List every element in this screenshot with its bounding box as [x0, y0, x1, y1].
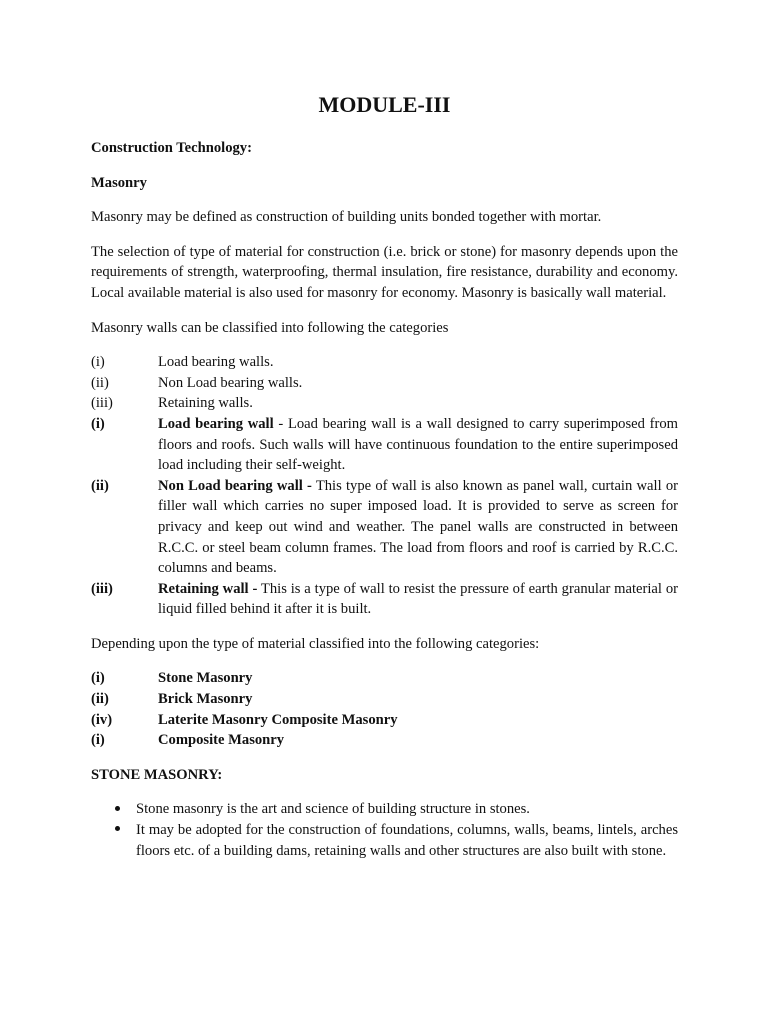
list-item-text: Retaining walls. — [158, 395, 253, 412]
list-item-number: (i) — [91, 670, 105, 687]
list-item-text: Brick Masonry — [158, 691, 253, 708]
material-categories-list — [91, 668, 678, 750]
heading-stone-masonry: STONE MASONRY: — [91, 766, 223, 783]
list-item — [91, 373, 678, 394]
para-definition: Masonry may be defined as construction of building units bonded together with mortar. — [91, 209, 602, 226]
list-item — [91, 730, 678, 751]
list-item-text: Stone Masonry — [158, 670, 253, 687]
definition-item-retaining — [91, 579, 678, 620]
bullet-text: Stone masonry is the art and science of building structure in stones. — [136, 801, 530, 818]
definition-term: Non Load bearing wall - — [158, 477, 312, 494]
definition-term: Load bearing wall — [158, 415, 274, 432]
bullet-item — [91, 820, 678, 861]
list-item — [91, 393, 678, 414]
list-item-text: Load bearing walls. — [158, 354, 274, 371]
definition-item-non-load-bearing — [91, 476, 678, 579]
definition-text: Load bearing wall is a wall designed to carry superimposed from floors and roofs. Such walls will have continuous foundation to the entire superimposed load including their self-weight. — [158, 415, 678, 474]
list-item-number: (i) — [91, 354, 105, 371]
para-selection: The selection of type of material for construction (i.e. brick or stone) for masonry depends upon the requirements of strength, waterproofing, thermal insulation, fire resistance, durability and economy. Local available material is also used for masonry for economy. Masonry is basically wall material. — [91, 243, 678, 301]
definition-number: (iii) — [91, 580, 113, 597]
list-item-number: (i) — [91, 732, 105, 749]
list-item — [91, 689, 678, 710]
bullet-dot-icon — [91, 799, 136, 820]
definition-item-load-bearing — [91, 414, 678, 476]
list-item-text: Non Load bearing walls. — [158, 374, 303, 391]
list-item-number: (ii) — [91, 691, 109, 708]
definition-text: This type of wall is also known as panel wall, curtain wall or filler wall which carries no super imposed load. It is provided to serve as screen for privacy and keep out wind and weather. The panel walls are constructed in between R.C.C. or steel beam column frames. The load from floors and roof is carried by R.C.C. columns and beams. — [158, 477, 678, 577]
list-item-number: (iv) — [91, 711, 113, 728]
document-page — [91, 90, 678, 861]
heading-masonry: Masonry — [91, 174, 147, 191]
list-item — [91, 352, 678, 373]
definition-number: (ii) — [91, 477, 109, 494]
list-item-number: (ii) — [91, 374, 109, 391]
definition-term: Retaining wall - — [158, 580, 258, 597]
list-item — [91, 710, 678, 731]
list-item-number: (iii) — [91, 395, 113, 412]
stone-masonry-bullets — [91, 799, 678, 861]
bullet-dot-icon — [91, 820, 136, 861]
list-item-text: Composite Masonry — [158, 732, 285, 749]
bullet-text: It may be adopted for the construction of foundations, columns, walls, beams, lintels, arches floors etc. of a building dams, retaining walls and other structures are also built with stone. — [136, 822, 678, 859]
wall-categories-list — [91, 352, 678, 620]
bullet-item — [91, 799, 678, 820]
definition-separator: - — [273, 415, 288, 432]
list-item — [91, 668, 678, 689]
list-item-text: Laterite Masonry Composite Masonry — [158, 711, 398, 728]
para-classified: Masonry walls can be classified into following the categories — [91, 319, 449, 336]
heading-construction-technology: Construction Technology: — [91, 140, 252, 156]
definition-text: This is a type of wall to resist the pressure of earth granular material or liquid filled behind it after it is built. — [158, 580, 678, 618]
definition-number: (i) — [91, 415, 105, 432]
para-material: Depending upon the type of material classified into the following categories: — [91, 635, 540, 652]
page-title: MODULE-III — [318, 92, 451, 117]
